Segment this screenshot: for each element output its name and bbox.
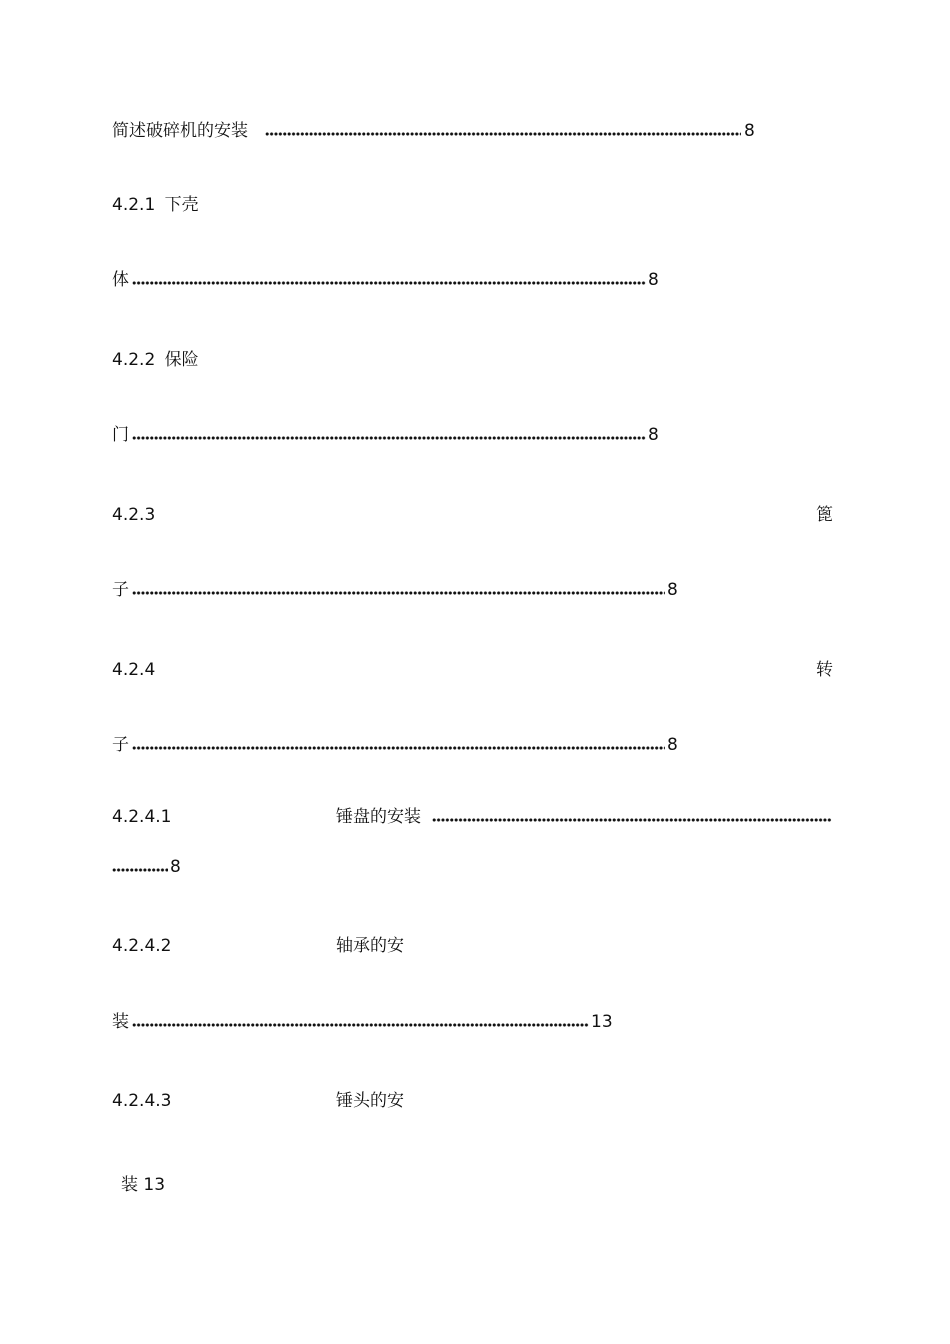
toc-section-number: 4.2.1 [112, 195, 156, 215]
toc-section-number: 4.2.4 [112, 660, 156, 680]
dot-leader [432, 818, 832, 822]
toc-entry-title: 保险 [164, 350, 199, 370]
toc-entry[interactable] [112, 660, 155, 680]
toc-entry-title: 篦 [816, 505, 833, 525]
toc-section-number: 4.2.4.3 [112, 1091, 172, 1111]
dot-leader [132, 1023, 589, 1027]
toc-entry-title: 简述破碎机的安装 [112, 121, 248, 141]
toc-section-number: 4.2.2 [112, 350, 156, 370]
toc-entry[interactable] [112, 807, 171, 827]
toc-entry-title: 装 [112, 1012, 129, 1032]
dot-leader [132, 591, 665, 595]
toc-entry-title: 门 [112, 425, 129, 445]
toc-entry-continuation[interactable]: 装 13 [121, 1175, 166, 1195]
toc-entry-continuation[interactable] [112, 580, 678, 600]
toc-entry-continuation[interactable] [112, 425, 659, 445]
toc-entry[interactable] [112, 1091, 171, 1111]
toc-entry[interactable] [112, 121, 755, 141]
toc-page-number: 8 [648, 270, 659, 290]
toc-entry-title: 子 [112, 735, 129, 755]
toc-entry-title: 子 [112, 580, 129, 600]
toc-entry[interactable] [112, 936, 171, 956]
toc-entry-title: 下壳 [164, 195, 199, 215]
toc-page-number: 8 [667, 735, 678, 755]
dot-leader [132, 436, 646, 440]
toc-entry-continuation[interactable] [112, 270, 659, 290]
toc-page-number: 8 [667, 580, 678, 600]
toc-entry[interactable] [112, 350, 199, 370]
toc-entry[interactable] [336, 807, 421, 827]
toc-page-number: 8 [648, 425, 659, 445]
toc-page-number: 8 [170, 857, 181, 877]
toc-entry-title: 锤盘的安装 [336, 807, 421, 827]
toc-page-number: 8 [744, 121, 755, 141]
dot-leader [132, 746, 665, 750]
dot-leader [132, 281, 646, 285]
dot-leader [112, 868, 168, 872]
toc-entry[interactable] [112, 505, 155, 525]
dot-leader [265, 132, 741, 136]
toc-section-number: 4.2.4.1 [112, 807, 172, 827]
toc-entry-continuation[interactable] [112, 735, 678, 755]
toc-entry-title: 体 [112, 270, 129, 290]
toc-entry-title: 轴承的安 [336, 936, 404, 956]
toc-entry-continuation[interactable] [112, 1012, 613, 1032]
toc-entry-title: 锤头的安 [336, 1091, 404, 1111]
toc-entry[interactable] [112, 195, 199, 215]
toc-entry-title: 转 [816, 660, 833, 680]
toc-section-number: 4.2.4.2 [112, 936, 172, 956]
toc-section-number: 4.2.3 [112, 505, 156, 525]
toc-page-number: 13 [591, 1012, 613, 1032]
